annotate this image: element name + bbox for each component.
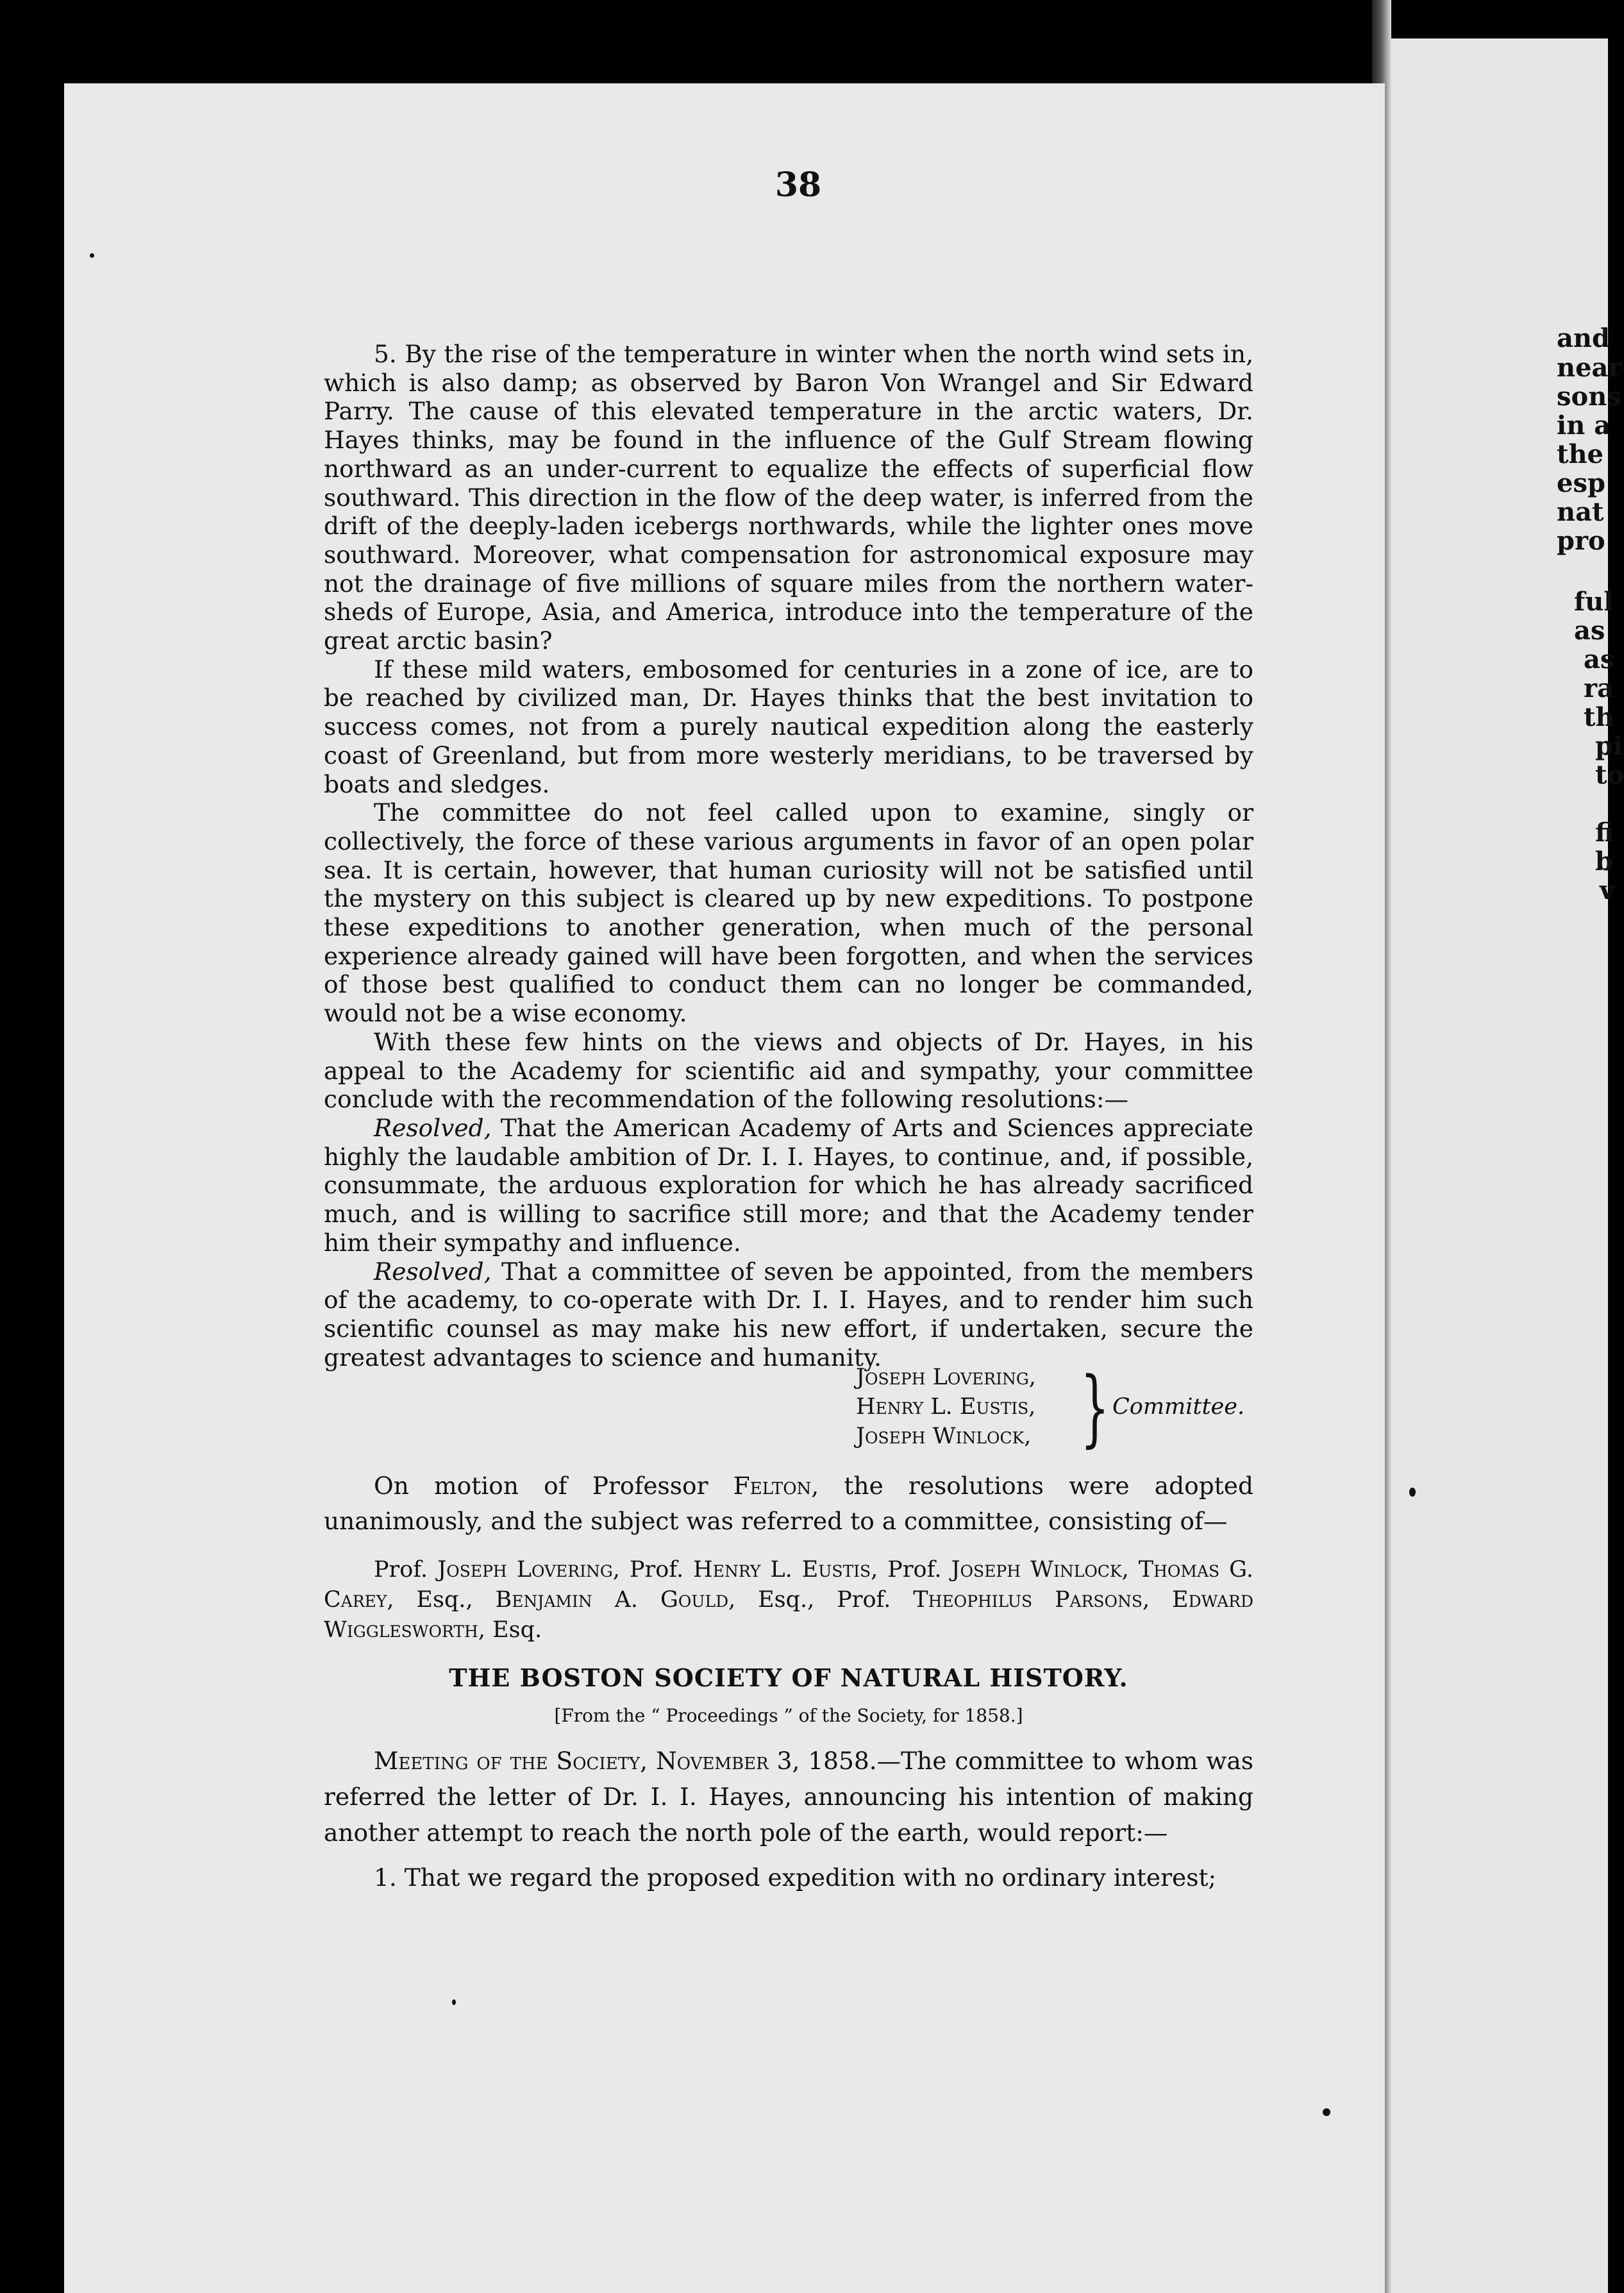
paragraph-evidence-5: 5. By the rise of the temperature in winter when the north wind sets in, which is also damp; as observed by Baron Von Wrangel and Sir Edward Parry. The cause of this elevated temperature in the arctic waters, Dr. Hayes thinks, may be found in the influence of the Gulf Stream flowing northward as an under-current to equalize the effects of superficial flow southward. This direction in the flow of the deep water, is inferred from the drift of the deeply-laden icebergs northwards, while the lighter ones move southward. Moreover, what compensation for astronomical exposure may not the drainage of five millions of square miles from the northern water-sheds of Europe, Asia, and America, introduce into the temperature of the great arctic basin? [324,340,1253,655]
next-page-fragment: th [1584,702,1614,732]
next-page-fragment: nat [1557,497,1604,527]
resolution-2 [324,1257,1253,1372]
scan-speck [90,253,94,258]
resolution-1-text: That the American Academy of Arts and Sciences appreciate highly the laudable ambition of Dr. I. I. Hayes, to continue, and, if possible, consummate, the arduous exploration for which he has already sacrificed much, and is willing to sacrifice still more; and that the Academy tender him their sympathy and influence. [324,1113,1253,1257]
next-page-fragment: the [1557,439,1604,469]
meeting-lead: Meeting of the Society, November 3, 1858. [374,1747,877,1776]
motion-text [324,1468,1253,1539]
committee-member: Joseph Lovering, [856,1365,1036,1390]
next-page-fragment: b [1595,846,1613,877]
right-brace: } [1080,1359,1110,1456]
body-text [324,340,1253,1372]
next-page-fragment: esp [1557,468,1605,498]
society-section [324,1664,1253,1895]
motion-paragraph: On motion of Professor Felton, the resolutions were adopted unanimously, and the subject was referred to a committee, consisting of— [324,1472,1253,1535]
next-page-fragment: ra [1584,673,1614,703]
scan-speck [452,1999,456,2005]
committee-member: Henry L. Eustis, [856,1394,1036,1420]
page-number: 38 [774,165,822,205]
next-page-fragment: to [1595,760,1624,790]
adjacent-page-edge [1391,38,1624,2293]
resolved-label: Resolved, [374,1113,492,1142]
resolved-label: Resolved, [374,1257,492,1286]
paragraph-committee-view: The committee do not feel called upon to examine, singly or collectively, the force of these various arguments in favor of an open polar sea. It is certain, however, that human curiosity will not be satisfied until the mystery on this subject is cleared up by new expeditions. To postpone these expeditions to another generation, when much of the personal experience already gained will have been forgotten, and when the services of those best qualified to conduct them can no longer be commanded, would not be a wise economy. [324,798,1253,1028]
felton-name: Felton [733,1472,812,1500]
resolution-1 [324,1114,1253,1257]
paragraph-recommendation: With these few hints on the views and objects of Dr. Hayes, in his appeal to the Academy for scientific aid and sympathy, your committee conclude with the recommendation of the following resolutions:— [324,1027,1253,1114]
next-page-fragment: pi [1595,731,1623,761]
committee-member: Joseph Winlock, [856,1424,1032,1449]
committee-names [856,1363,1036,1451]
next-page-fragment: as [1584,644,1615,675]
next-page-fragment: v [1600,875,1615,905]
paragraph-mild-waters: If these mild waters, embosomed for centuries in a zone of ice, are to be reached by civilized man, Dr. Hayes thinks that the best invitation to success comes, not from a purely nautical expedition along the easterly coast of Greenland, but from more westerly meridians, to be traversed by boats and sledges. [324,655,1253,798]
next-page-fragment: fi [1595,818,1614,848]
next-page-fragment: pro [1557,526,1605,556]
section-source: [From the “ Proceedings ” of the Society, for 1858.] [554,1704,1023,1726]
next-page-fragment: in a [1557,410,1611,441]
members-text [324,1555,1253,1645]
members-paragraph: Prof. Joseph Lovering, Prof. Henry L. Eustis, Prof. Joseph Winlock, Thomas G. Carey, Esq., Benjamin A. Gould, Esq., Prof. Theophilus Parsons, Edward Wigglesworth, Esq. [324,1557,1254,1643]
next-page-fragment: sons [1557,382,1621,412]
committee-label: Committee. [1112,1394,1245,1420]
next-page-fragment: near [1557,353,1622,383]
report-item-1: 1. That we regard the proposed expedition with no ordinary interest; [374,1863,1217,1892]
resolution-2-text: That a committee of seven be appointed, from the members of the academy, to co-operate with Dr. I. I. Hayes, and to render him such scientific counsel as may make his new effort, if undertaken, secure the greatest advantages to science and humanity. [324,1257,1253,1372]
meeting-paragraph: Meeting of the Society, November 3, 1858.—The committee to whom was referred the letter of Dr. I. I. Hayes, announcing his intention of making another attempt to reach the north pole of the earth, would report:— [324,1747,1254,1847]
next-page-fragment: and [1557,323,1610,353]
next-page-fragment: as [1574,616,1605,646]
section-heading: THE BOSTON SOCIETY OF NATURAL HISTORY. [449,1663,1128,1692]
scan-speck [1409,1488,1416,1497]
committee-signature [856,1359,1266,1459]
next-page-fragment: ful [1574,587,1614,617]
scan-speck [1323,2108,1330,2116]
